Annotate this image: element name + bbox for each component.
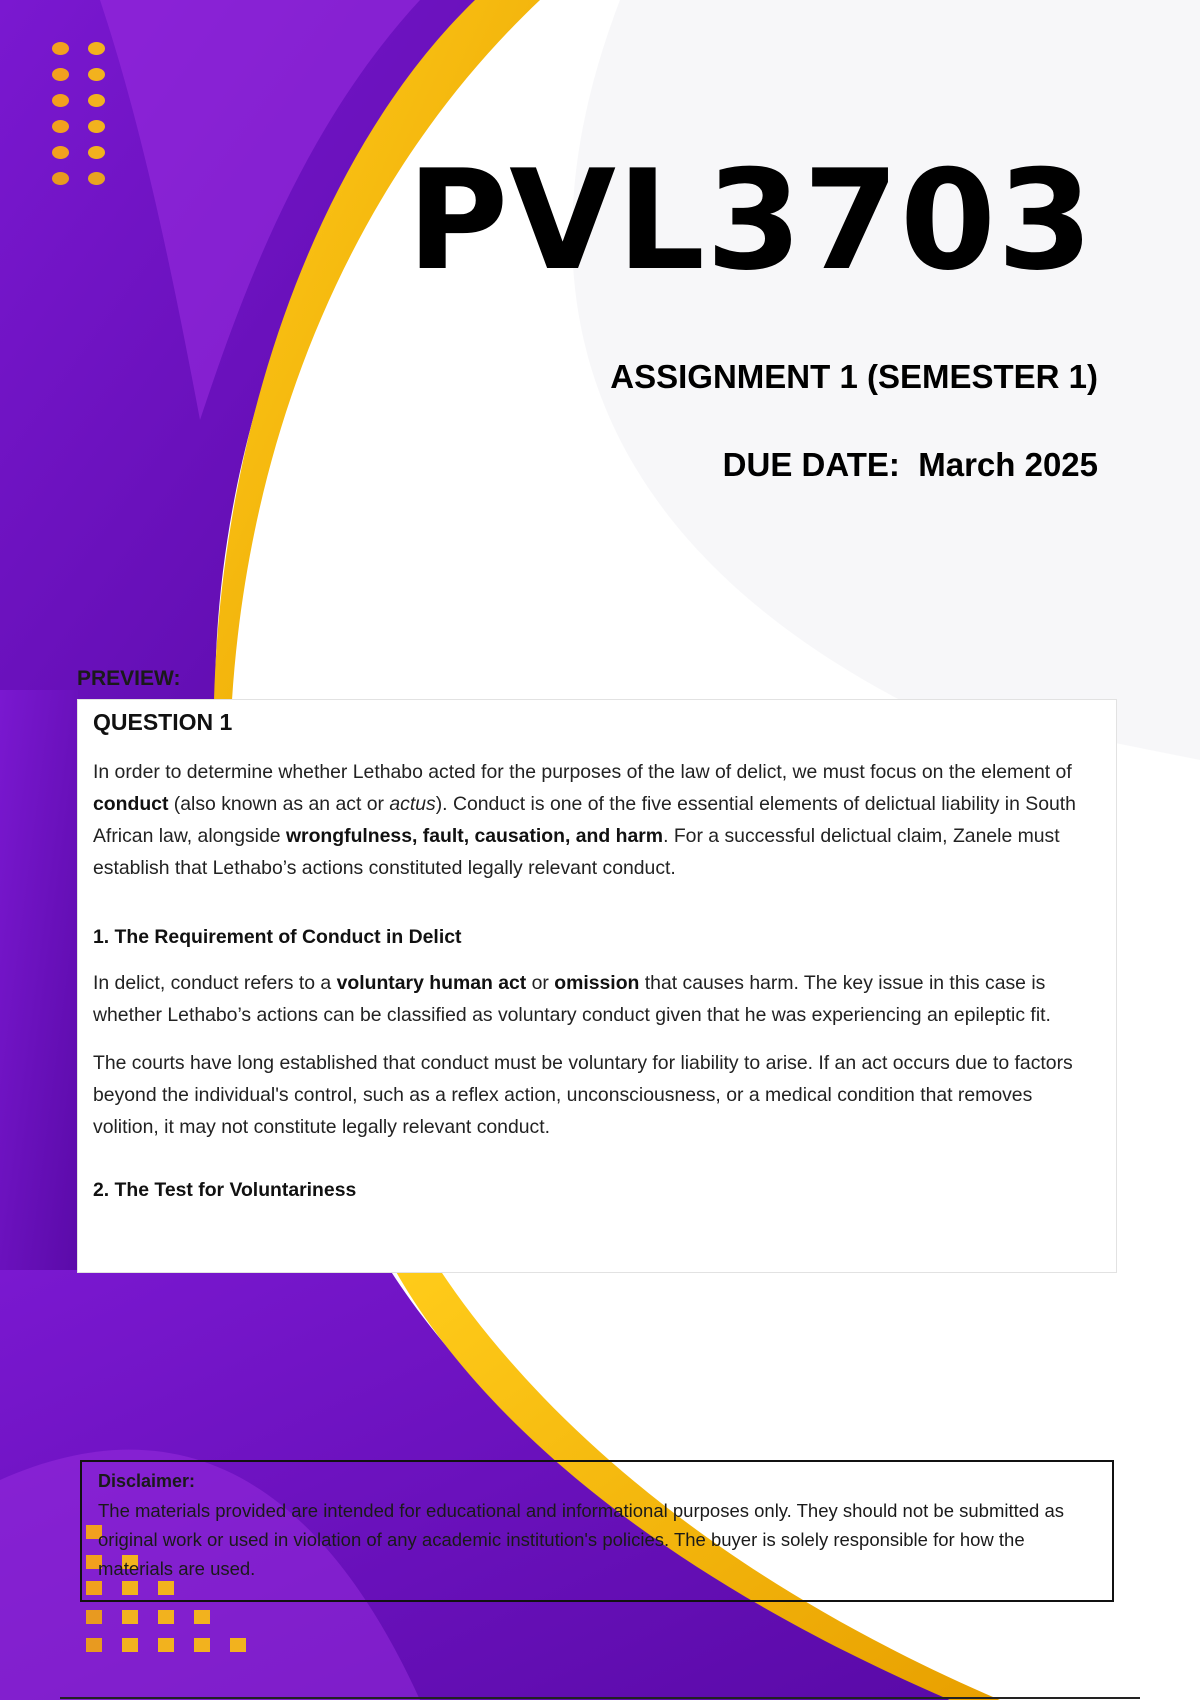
gold-square bbox=[158, 1610, 174, 1624]
section-1-paragraph-1: In delict, conduct refers to a voluntary human act or omission that causes harm. The key issue in this case is whether Lethabo’s actions can be classified as voluntary conduct given that he was experiencing an epileptic fit. bbox=[93, 972, 1051, 1026]
disclaimer-title: Disclaimer: bbox=[98, 1471, 196, 1491]
gold-dot bbox=[88, 120, 105, 133]
gold-dot bbox=[88, 42, 105, 55]
gold-dot bbox=[88, 146, 105, 159]
gold-dot bbox=[52, 172, 69, 185]
assignment-subtitle: ASSIGNMENT 1 (SEMESTER 1) bbox=[610, 358, 1098, 395]
preview-box bbox=[77, 699, 1117, 1273]
section-1-paragraph-2: The courts have long established that conduct must be voluntary for liability to arise. If an act occurs due to factors beyond the individual's control, such as a reflex action, unconsciousness, or a medical condition that removes volition, it may not constitute legally relevant conduct. bbox=[93, 1052, 1073, 1138]
gold-dot bbox=[88, 68, 105, 81]
gold-square bbox=[122, 1610, 138, 1624]
gold-square bbox=[194, 1638, 210, 1652]
intro-paragraph: In order to determine whether Lethabo acted for the purposes of the law of delict, we must focus on the element of conduct (also known as an act or actus). Conduct is one of the five essential elements of delictual liability in South African law, alongside wrongfulness, fault, causation, and harm. For a successful delictual claim, Zanele must establish that Lethabo’s actions constituted legally relevant conduct. bbox=[93, 761, 1076, 879]
course-code-title: PVL3703 bbox=[407, 140, 1094, 301]
disclaimer-box bbox=[80, 1460, 1114, 1602]
gold-square bbox=[86, 1610, 102, 1624]
gold-dot bbox=[52, 42, 69, 55]
left-purple-strip bbox=[0, 690, 78, 1290]
gold-dot bbox=[52, 94, 69, 107]
disclaimer-text: The materials provided are intended for educational and informational purposes only. They should not be submitted as original work or used in violation of any academic institution's policies. The buyer is solely responsible for how the materials are used. bbox=[98, 1500, 1065, 1579]
gold-square bbox=[86, 1638, 102, 1652]
section-2-heading: 2. The Test for Voluntariness bbox=[93, 1179, 357, 1201]
gold-dot bbox=[52, 146, 69, 159]
question-title: QUESTION 1 bbox=[93, 709, 233, 735]
gold-dot bbox=[52, 68, 69, 81]
gold-square bbox=[158, 1638, 174, 1652]
preview-label: PREVIEW: bbox=[77, 667, 181, 690]
gold-square bbox=[122, 1638, 138, 1652]
bottom-divider bbox=[60, 1697, 1140, 1699]
decorative-dots-top bbox=[52, 42, 112, 192]
gold-dot bbox=[52, 120, 69, 133]
gold-dot bbox=[88, 94, 105, 107]
section-1-heading: 1. The Requirement of Conduct in Delict bbox=[93, 926, 462, 948]
gold-square bbox=[230, 1638, 246, 1652]
due-date: DUE DATE: March 2025 bbox=[722, 446, 1098, 483]
gold-square bbox=[194, 1610, 210, 1624]
gold-dot bbox=[88, 172, 105, 185]
